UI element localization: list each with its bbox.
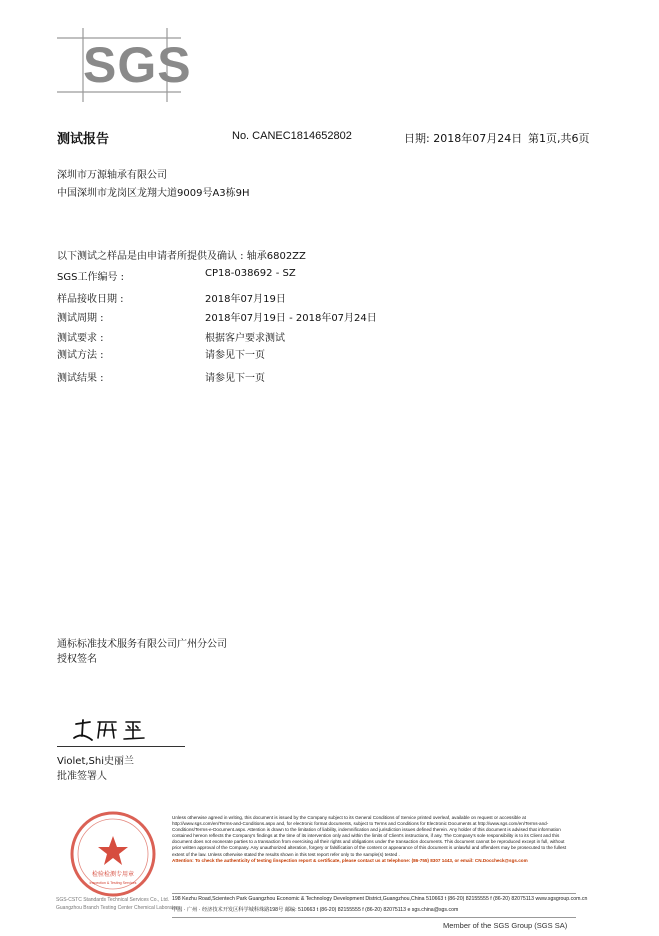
footer-divider-bottom [172, 917, 576, 918]
signing-company: 通标标准技术服务有限公司广州分公司 [57, 639, 227, 650]
report-date: 日期: 2018年07月24日 [404, 132, 523, 145]
signer-name: Violet,Shi史丽兰 [57, 756, 135, 767]
authorized-signature-label: 授权签名 [57, 654, 97, 665]
signature-line [57, 746, 185, 747]
field-label-job-no: SGS工作编号 : [57, 272, 124, 283]
field-value-test-method: 请参见下一页 [205, 350, 265, 361]
field-value-job-no: CP18-038692 - SZ [205, 268, 296, 279]
handwritten-signature-icon [70, 716, 160, 744]
seal-label-line2: Guangzhou Branch Testing Center Chemical Laboratory [56, 905, 181, 911]
seal-en-text: Inspection & Testing Services [89, 881, 137, 885]
disclaimer-text: Unless otherwise agreed in writing, this document is issued by the Company subject to its General Conditions of Service printed overleaf, available on request or accessible at http://www.sgs.com/en/Terms-and-Conditions.aspx and, for electronic format documents, subject to Terms and Conditions for Electronic Documents at http://www.sgs.com/en/Terms-and-Conditions/Terms-e-Document.aspx. Attention is drawn to the limitation of liability, indemnification and jurisdiction issues defined therein. Any holder of this document is advised that information contained hereon reflects the Company's findings at the time of its intervention only and within the limits of Client's instructions, if any. The Company's sole responsibility is to its Client and this document does not exonerate parties to a transaction from exercising all their rights and obligations under the transaction documents. This document cannot be reproduced except in full, without prior written approval of the Company. Any unauthorized alteration, forgery or falsification of the content or appearance of this document is unlawful and offenders may be prosecuted to the fullest extent of the law. Unless otherwise stated the results shown in this test report refer only to the sample(s) tested . [172, 815, 567, 857]
field-value-test-requirement: 根据客户要求测试 [205, 333, 285, 344]
sample-intro: 以下测试之样品是由申请者所提供及确认 : 轴承6802ZZ [57, 251, 306, 262]
field-value-test-result: 请参见下一页 [205, 373, 265, 384]
report-number: No. CANEC1814652802 [232, 130, 352, 142]
logo-text: SGS [83, 37, 192, 93]
member-note: Member of the SGS Group (SGS SA) [443, 921, 568, 930]
report-title: 测试报告 [57, 132, 110, 147]
client-name: 深圳市万源轴承有限公司 [57, 170, 167, 181]
footer-address-cn: 中国 · 广州 · 经济技术开发区科学城科珠路198号 邮编: 510663 t (86-20) 82155555 f (86-20) 82075113 e sgs.china@sgs.com [172, 907, 459, 913]
official-seal-icon [64, 810, 162, 898]
field-label-test-method: 测试方法 : [57, 350, 104, 361]
signer-role: 批准签署人 [57, 771, 107, 782]
field-label-test-requirement: 测试要求 : [57, 333, 104, 344]
footer-disclaimer [172, 815, 574, 864]
authenticity-notice: Attention: To check the authenticity of testing /inspection report & certificate, please contact us at telephone: (86-755) 8307 1443, or email: CN.Doccheck@sgs.com [172, 857, 528, 863]
field-label-test-result: 测试结果 : [57, 373, 104, 384]
footer-address-en: 198 Kezhu Road,Scientech Park Guangzhou Economic & Technology Development District,Guangzhou,China 510663 t (86-20) 82155555 f (86-20) 82075113 www.sgsgroup.com.cn [172, 896, 588, 902]
field-label-received-date: 样品接收日期 : [57, 294, 124, 305]
field-value-received-date: 2018年07月19日 [205, 294, 286, 305]
field-value-test-period: 2018年07月19日 - 2018年07月24日 [205, 313, 377, 324]
footer-divider [172, 893, 576, 894]
client-address: 中国深圳市龙岗区龙翔大道9009号A3栋9H [57, 188, 250, 199]
field-label-test-period: 测试周期 : [57, 313, 104, 324]
seal-inner-text: 检验检测专用章 [91, 871, 135, 878]
seal-label-line1: SGS-CSTC Standards Technical Services Co., Ltd. [56, 897, 170, 903]
page-indicator: 第1页,共6页 [528, 132, 590, 145]
